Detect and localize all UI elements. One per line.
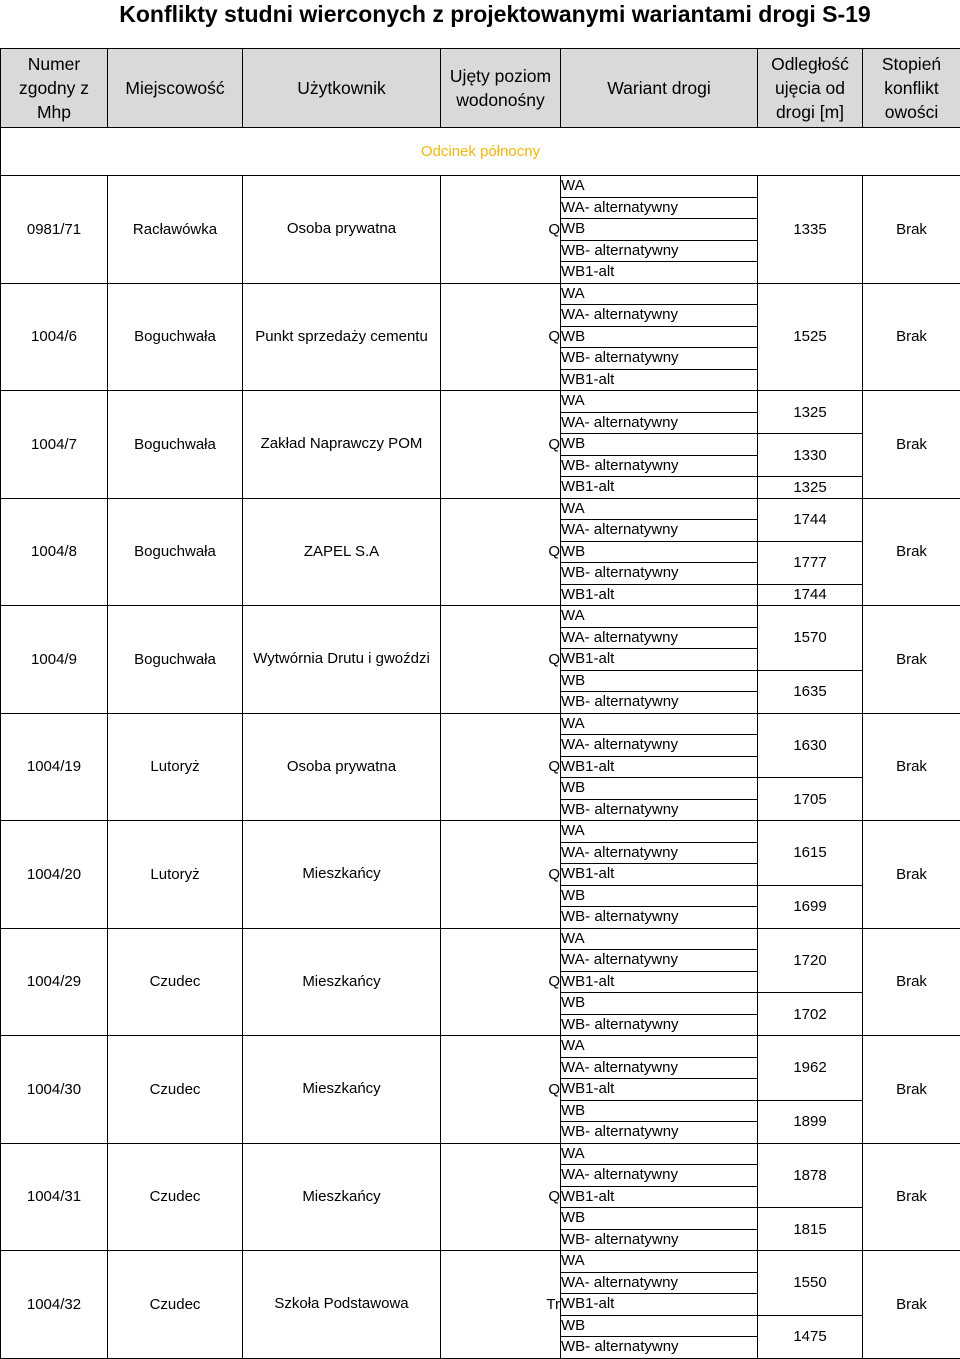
- cell-wariant: WA: [561, 1251, 758, 1273]
- cell-wariant: WB1-alt: [561, 1294, 758, 1316]
- section-row: [1, 128, 960, 176]
- cell-poziom: Q: [441, 713, 561, 821]
- cell-wariant: WA: [561, 821, 758, 843]
- cell-uzytkownik: Osoba prywatna: [243, 713, 441, 821]
- cell-odleglosc: 1570: [758, 606, 863, 671]
- cell-miejscowosc: Lutoryż: [108, 713, 243, 821]
- cell-wariant: WA- alternatywny: [561, 627, 758, 649]
- header-miejscowosc: Miejscowość: [108, 49, 243, 128]
- cell-wariant: WB: [561, 778, 758, 800]
- cell-odleglosc: 1550: [758, 1251, 863, 1316]
- cell-uzytkownik: Szkoła Podstawowa: [243, 1251, 441, 1359]
- cell-numer: 1004/20: [1, 821, 108, 929]
- cell-uzytkownik: Osoba prywatna: [243, 176, 441, 284]
- cell-miejscowosc: Czudec: [108, 1251, 243, 1359]
- cell-numer: 1004/31: [1, 1143, 108, 1251]
- cell-odleglosc: 1744: [758, 498, 863, 541]
- cell-wariant: WB1-alt: [561, 649, 758, 671]
- cell-miejscowosc: Racławówka: [108, 176, 243, 284]
- cell-wariant: WB: [561, 219, 758, 241]
- cell-wariant: WB1-alt: [561, 1186, 758, 1208]
- table-row: [1, 1143, 960, 1165]
- cell-wariant: WB: [561, 670, 758, 692]
- cell-miejscowosc: Czudec: [108, 1036, 243, 1144]
- cell-wariant: WB- alternatywny: [561, 563, 758, 585]
- header-wariant: Wariant drogi: [561, 49, 758, 128]
- cell-wariant: WA- alternatywny: [561, 842, 758, 864]
- table-row: [1, 713, 960, 735]
- table-row: [1, 498, 960, 520]
- header-row: [1, 49, 960, 128]
- cell-poziom: Q: [441, 498, 561, 606]
- cell-poziom: Q: [441, 176, 561, 284]
- cell-wariant: WA- alternatywny: [561, 950, 758, 972]
- cell-numer: 0981/71: [1, 176, 108, 284]
- cell-odleglosc: 1702: [758, 993, 863, 1036]
- cell-stopien: Brak: [863, 606, 960, 714]
- cell-numer: 1004/19: [1, 713, 108, 821]
- cell-wariant: WB- alternatywny: [561, 348, 758, 370]
- cell-miejscowosc: Boguchwała: [108, 391, 243, 499]
- cell-odleglosc: 1705: [758, 778, 863, 821]
- cell-uzytkownik: ZAPEL S.A: [243, 498, 441, 606]
- cell-odleglosc: 1635: [758, 670, 863, 713]
- cell-odleglosc: 1615: [758, 821, 863, 886]
- cell-wariant: WB- alternatywny: [561, 907, 758, 929]
- cell-numer: 1004/8: [1, 498, 108, 606]
- cell-wariant: WA- alternatywny: [561, 520, 758, 542]
- cell-wariant: WA: [561, 1143, 758, 1165]
- cell-wariant: WA- alternatywny: [561, 735, 758, 757]
- cell-poziom: Q: [441, 283, 561, 391]
- cell-wariant: WB1-alt: [561, 971, 758, 993]
- cell-wariant: WA- alternatywny: [561, 305, 758, 327]
- cell-miejscowosc: Boguchwała: [108, 606, 243, 714]
- cell-wariant: WA: [561, 713, 758, 735]
- cell-stopien: Brak: [863, 821, 960, 929]
- cell-wariant: WB: [561, 1315, 758, 1337]
- cell-odleglosc: 1962: [758, 1036, 863, 1101]
- cell-odleglosc: 1744: [758, 584, 863, 606]
- table-row: [1, 606, 960, 628]
- cell-miejscowosc: Czudec: [108, 928, 243, 1036]
- cell-wariant: WB- alternatywny: [561, 455, 758, 477]
- cell-miejscowosc: Lutoryż: [108, 821, 243, 929]
- cell-wariant: WB1-alt: [561, 756, 758, 778]
- cell-wariant: WB- alternatywny: [561, 1014, 758, 1036]
- conflicts-table: [0, 48, 960, 1359]
- cell-wariant: WB: [561, 1208, 758, 1230]
- cell-wariant: WA: [561, 928, 758, 950]
- table-row: [1, 928, 960, 950]
- cell-stopien: Brak: [863, 928, 960, 1036]
- cell-stopien: Brak: [863, 283, 960, 391]
- table-row: [1, 1251, 960, 1273]
- cell-wariant: WB1-alt: [561, 262, 758, 284]
- cell-wariant: WB1-alt: [561, 864, 758, 886]
- cell-odleglosc: 1475: [758, 1315, 863, 1358]
- cell-wariant: WA: [561, 391, 758, 413]
- cell-wariant: WB- alternatywny: [561, 1337, 758, 1359]
- header-poziom: Ujęty poziom wodonośny: [441, 49, 561, 128]
- header-odleglosc: Odległość ujęcia od drogi [m]: [758, 49, 863, 128]
- table-row: [1, 821, 960, 843]
- cell-numer: 1004/6: [1, 283, 108, 391]
- document-title: Konflikty studni wierconych z projektowanymi wariantami drogi S-19: [119, 1, 871, 27]
- cell-wariant: WA: [561, 606, 758, 628]
- cell-poziom: Q: [441, 391, 561, 499]
- header-numer: Numer zgodny z Mhp: [1, 49, 108, 128]
- cell-odleglosc: 1815: [758, 1208, 863, 1251]
- cell-wariant: WA: [561, 498, 758, 520]
- cell-miejscowosc: Boguchwała: [108, 283, 243, 391]
- cell-wariant: WB: [561, 885, 758, 907]
- cell-odleglosc: 1699: [758, 885, 863, 928]
- cell-stopien: Brak: [863, 1251, 960, 1359]
- cell-miejscowosc: Czudec: [108, 1143, 243, 1251]
- cell-odleglosc: 1777: [758, 541, 863, 584]
- cell-wariant: WB1-alt: [561, 1079, 758, 1101]
- header-stopien: Stopień konflikt owości: [863, 49, 960, 128]
- cell-wariant: WB: [561, 541, 758, 563]
- cell-stopien: Brak: [863, 391, 960, 499]
- cell-wariant: WA: [561, 283, 758, 305]
- cell-odleglosc: 1720: [758, 928, 863, 993]
- cell-wariant: WB- alternatywny: [561, 1122, 758, 1144]
- cell-wariant: WB- alternatywny: [561, 692, 758, 714]
- cell-uzytkownik: Mieszkańcy: [243, 1143, 441, 1251]
- cell-stopien: Brak: [863, 1143, 960, 1251]
- section-title: Odcinek północny: [1, 128, 960, 176]
- header-uzytkownik: Użytkownik: [243, 49, 441, 128]
- cell-uzytkownik: Wytwórnia Drutu i gwoździ: [243, 606, 441, 714]
- cell-wariant: WB1-alt: [561, 477, 758, 499]
- cell-odleglosc: 1330: [758, 434, 863, 477]
- cell-wariant: WA- alternatywny: [561, 1165, 758, 1187]
- cell-uzytkownik: Punkt sprzedaży cementu: [243, 283, 441, 391]
- cell-wariant: WA: [561, 176, 758, 198]
- cell-wariant: WB- alternatywny: [561, 240, 758, 262]
- cell-poziom: Q: [441, 821, 561, 929]
- cell-poziom: Tr: [441, 1251, 561, 1359]
- cell-poziom: Q: [441, 928, 561, 1036]
- table-row: [1, 283, 960, 305]
- cell-numer: 1004/7: [1, 391, 108, 499]
- cell-wariant: WB: [561, 326, 758, 348]
- cell-uzytkownik: Mieszkańcy: [243, 1036, 441, 1144]
- table-row: [1, 176, 960, 198]
- cell-uzytkownik: Mieszkańcy: [243, 928, 441, 1036]
- cell-poziom: Q: [441, 1143, 561, 1251]
- cell-numer: 1004/9: [1, 606, 108, 714]
- cell-odleglosc: 1878: [758, 1143, 863, 1208]
- table-row: [1, 391, 960, 413]
- cell-poziom: Q: [441, 1036, 561, 1144]
- cell-wariant: WA- alternatywny: [561, 1057, 758, 1079]
- cell-wariant: WA- alternatywny: [561, 412, 758, 434]
- cell-numer: 1004/30: [1, 1036, 108, 1144]
- cell-wariant: WA- alternatywny: [561, 197, 758, 219]
- cell-odleglosc: 1325: [758, 391, 863, 434]
- cell-wariant: WB1-alt: [561, 369, 758, 391]
- cell-poziom: Q: [441, 606, 561, 714]
- cell-wariant: WB- alternatywny: [561, 1229, 758, 1251]
- cell-wariant: WB: [561, 434, 758, 456]
- cell-wariant: WB1-alt: [561, 584, 758, 606]
- cell-odleglosc: 1525: [758, 283, 863, 391]
- table-row: [1, 1036, 960, 1058]
- cell-stopien: Brak: [863, 1036, 960, 1144]
- cell-odleglosc: 1325: [758, 477, 863, 499]
- cell-wariant: WA- alternatywny: [561, 1272, 758, 1294]
- cell-odleglosc: 1899: [758, 1100, 863, 1143]
- cell-wariant: WB- alternatywny: [561, 799, 758, 821]
- cell-miejscowosc: Boguchwała: [108, 498, 243, 606]
- cell-odleglosc: 1335: [758, 176, 863, 284]
- cell-uzytkownik: Zakład Naprawczy POM: [243, 391, 441, 499]
- cell-stopien: Brak: [863, 176, 960, 284]
- cell-wariant: WB: [561, 1100, 758, 1122]
- cell-numer: 1004/32: [1, 1251, 108, 1359]
- cell-uzytkownik: Mieszkańcy: [243, 821, 441, 929]
- cell-numer: 1004/29: [1, 928, 108, 1036]
- cell-stopien: Brak: [863, 498, 960, 606]
- cell-wariant: WA: [561, 1036, 758, 1058]
- cell-odleglosc: 1630: [758, 713, 863, 778]
- cell-wariant: WB: [561, 993, 758, 1015]
- cell-stopien: Brak: [863, 713, 960, 821]
